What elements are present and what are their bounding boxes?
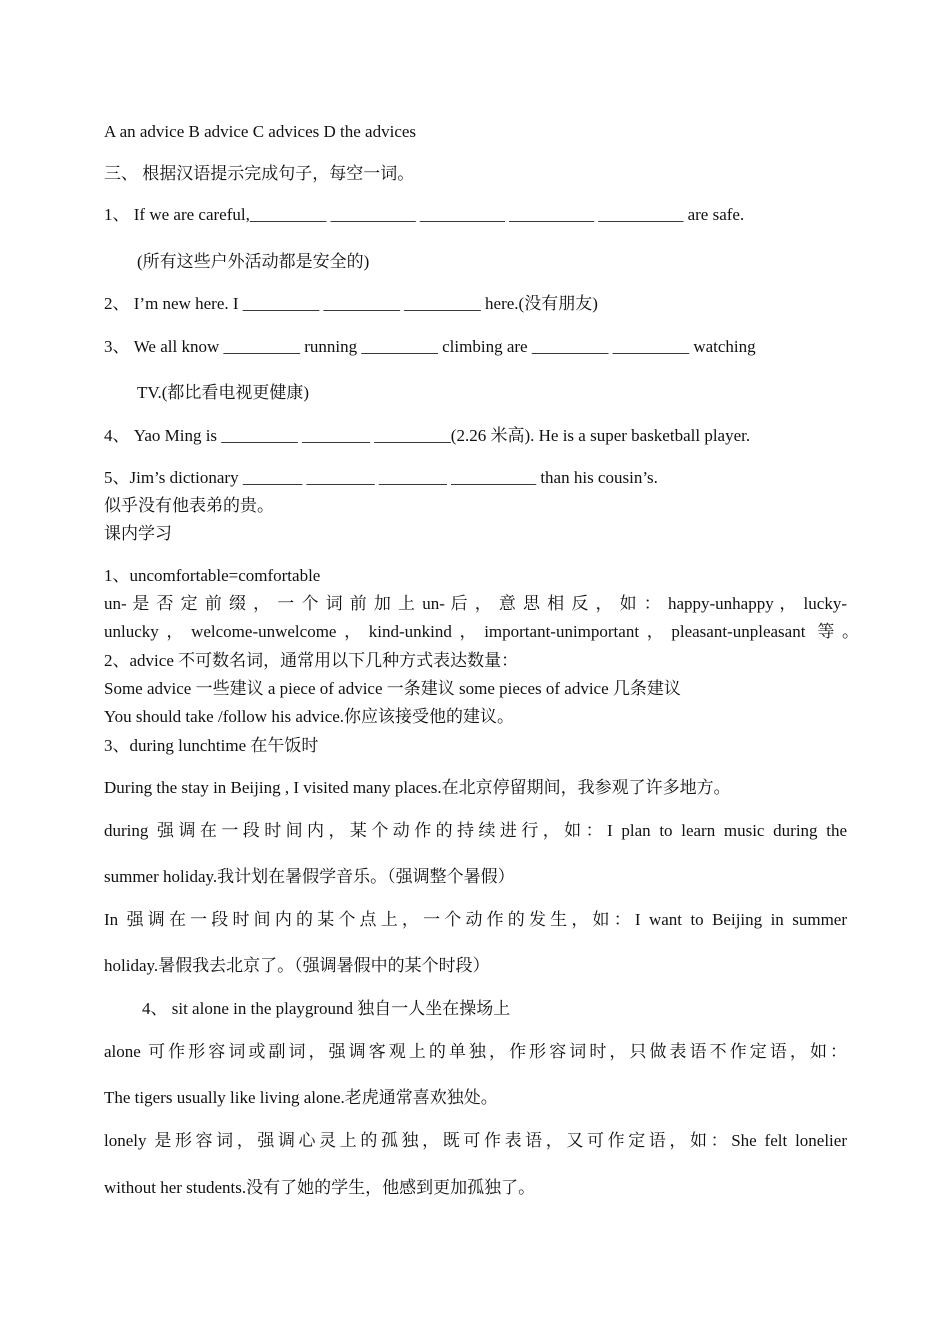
question-5: 5、Jim’s dictionary _______ ________ ________ __________ than his cousin’s. — [104, 468, 658, 487]
point-4-line-3: lonely 是形容词，强调心灵上的孤独，既可作表语，又可作定语，如：She felt lonelier — [104, 1131, 847, 1150]
question-5-hint: 似乎没有他表弟的贵。 — [104, 496, 274, 515]
question-3-continued: TV.(都比看电视更健康) — [137, 383, 310, 402]
point-3-line-4: In 强调在一段时间内的某个点上，一个动作的发生，如：I want to Beijing in summer — [104, 910, 847, 929]
answer-options-line: A an advice B advice C advices D the advices — [104, 122, 417, 141]
point-2-title: 2、advice 不可数名词，通常用以下几种方式表达数量： — [104, 651, 519, 670]
point-3-line-2: during 强调在一段时间内，某个动作的持续进行，如：I plan to learn music during the — [104, 821, 847, 840]
point-3-line-3: summer holiday.我计划在暑假学音乐。（强调整个暑假） — [104, 867, 515, 886]
point-4-title: 4、 sit alone in the playground 独自一人坐在操场上 — [142, 999, 511, 1018]
question-2: 2、 I’m new here. I _________ _________ _________ here.(没有朋友) — [104, 294, 598, 313]
point-4-line-1: alone 可作形容词或副词，强调客观上的单独，作形容词时，只做表语不作定语，如： — [104, 1042, 847, 1061]
section-heading: 三、 根据汉语提示完成句子，每空一词。 — [104, 164, 415, 183]
point-4-line-4: without her students.没有了她的学生，他感到更加孤独了。 — [104, 1178, 536, 1197]
point-3-title: 3、during lunchtime 在午饭时 — [104, 736, 319, 755]
point-2-line-2: You should take /follow his advice.你应该接受他的建议。 — [104, 707, 515, 726]
question-4: 4、 Yao Ming is _________ ________ _________(2.26 米高). He is a super basketball player. — [104, 426, 751, 445]
point-1-line-1: un- 是 否 定 前 缀 ， 一 个 词 前 加 上 un- 后 ， 意 思 相 反 ， 如 ： happy-unhappy ， lucky- — [104, 594, 847, 613]
question-1-hint: (所有这些户外活动都是安全的) — [137, 252, 370, 271]
point-2-line-1: Some advice 一些建议 a piece of advice 一条建议 some pieces of advice 几条建议 — [104, 679, 681, 698]
question-3: 3、 We all know _________ running _________ climbing are _________ _________ watching — [104, 337, 756, 356]
study-heading: 课内学习 — [104, 524, 172, 543]
question-1: 1、 If we are careful,_________ __________ __________ __________ __________ are safe. — [104, 205, 745, 224]
point-3-line-5: holiday.暑假我去北京了。（强调暑假中的某个时段） — [104, 956, 490, 975]
point-1-line-2: unlucky，welcome-unwelcome，kind-unkind，important-unimportant，pleasant-unpleasant 等。 — [104, 622, 859, 641]
point-1-title: 1、uncomfortable=comfortable — [104, 566, 321, 585]
point-4-line-2: The tigers usually like living alone.老虎通常喜欢独处。 — [104, 1088, 498, 1107]
point-3-line-1: During the stay in Beijing , I visited many places.在北京停留期间，我参观了许多地方。 — [104, 778, 731, 797]
